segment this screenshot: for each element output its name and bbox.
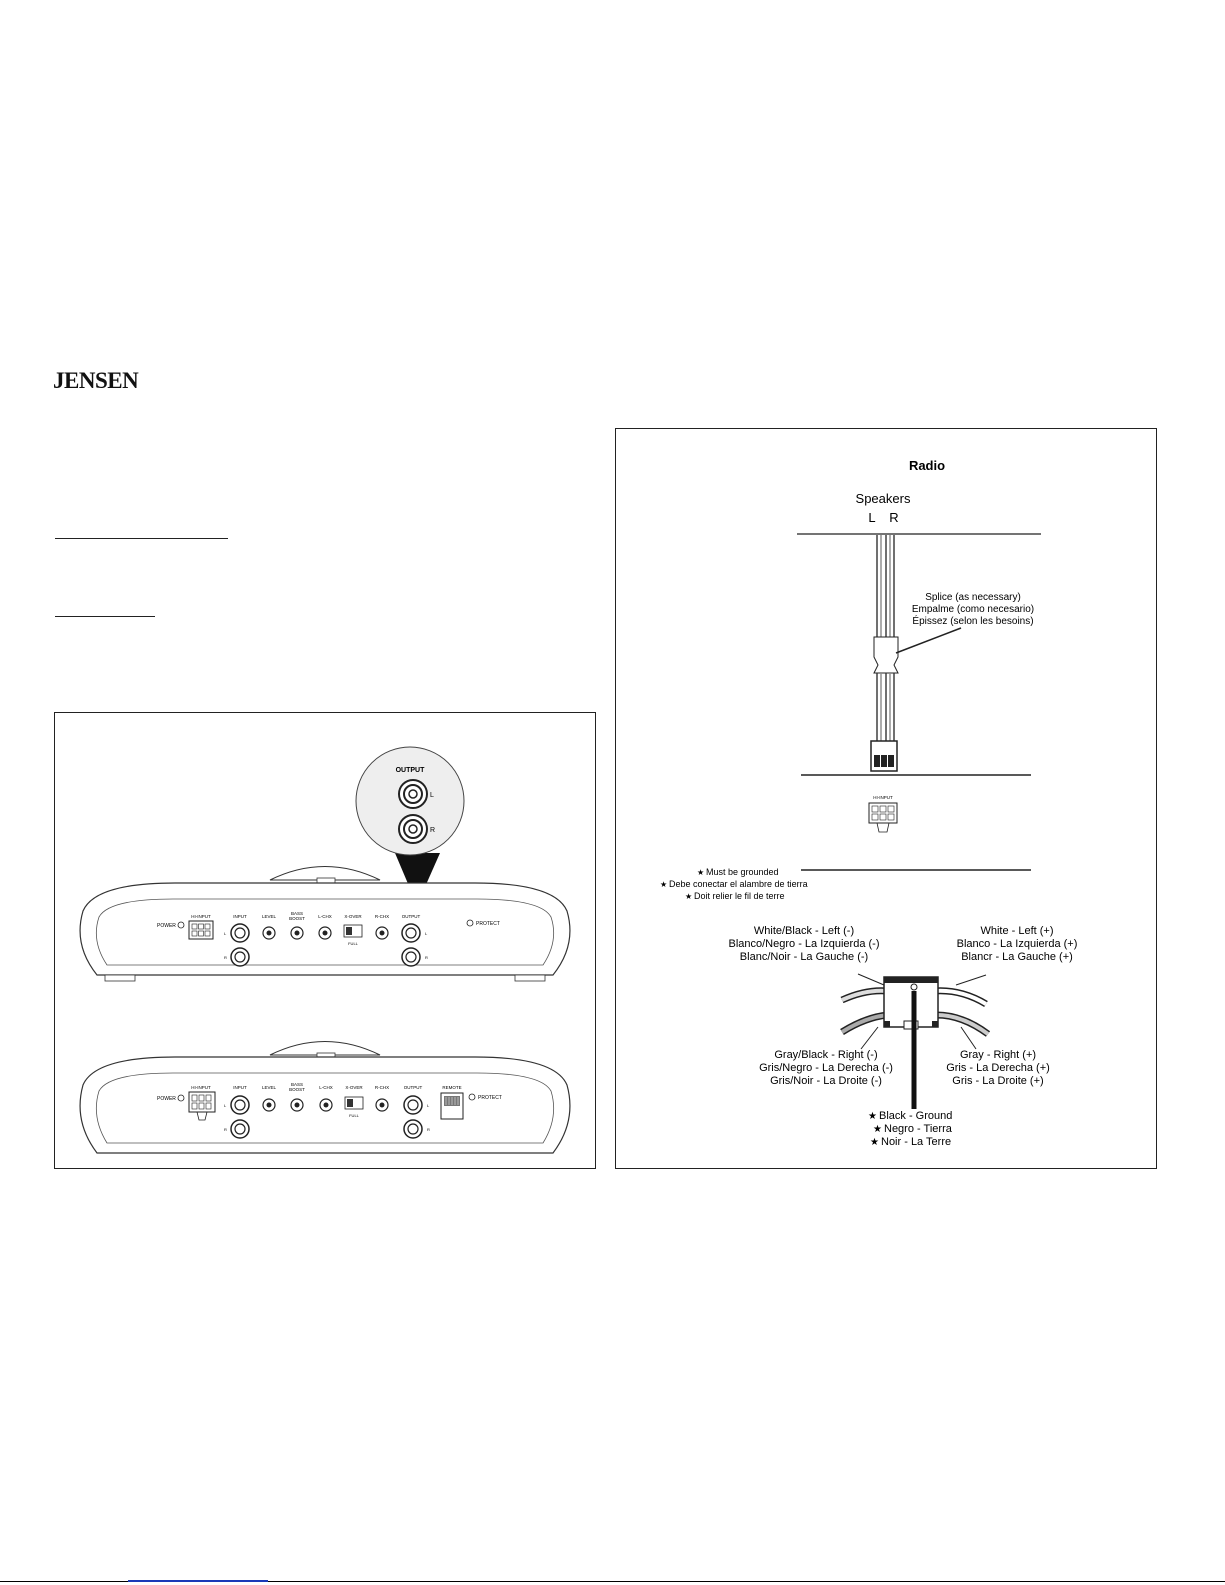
splice-pointer bbox=[896, 628, 961, 653]
amp2-rchx-label: R-CHX bbox=[374, 1085, 390, 1090]
amp1-xover-label: X-OVER bbox=[344, 914, 362, 919]
amp2-power-label: POWER bbox=[157, 1096, 176, 1102]
zoom-r-label: R bbox=[430, 827, 436, 834]
amp2-boost-label: BOOST bbox=[289, 1087, 305, 1092]
black-star-3: ★ bbox=[870, 1137, 879, 1148]
amp2-input-l: L bbox=[224, 1103, 227, 1108]
amp2-xover-switch bbox=[345, 1097, 363, 1109]
white-fr: Blancr - La Gauche (+) bbox=[961, 951, 1073, 963]
black-en: Black - Ground bbox=[879, 1110, 953, 1122]
amp1-xover-switch bbox=[344, 925, 362, 937]
wiring-diagram-panel bbox=[615, 428, 1157, 1169]
white-black-pointer bbox=[858, 974, 884, 985]
splice-label-fr: Épissez (selon les besoins) bbox=[912, 616, 1034, 627]
amplifier-1 bbox=[80, 867, 570, 982]
amp1-input-label: INPUT bbox=[233, 914, 247, 919]
grounded-star-3: ★ bbox=[685, 892, 693, 901]
amp1-output-jack-r bbox=[402, 948, 420, 966]
amp2-level-label: LEVEL bbox=[261, 1085, 277, 1090]
white-black-en: White/Black - Left (-) bbox=[753, 925, 855, 937]
amp1-hi-input-label: HI-INPUT bbox=[191, 914, 211, 919]
jensen-logo: JENSEN bbox=[53, 368, 139, 393]
amp1-full-label: FULL bbox=[348, 941, 358, 946]
gray-es: Gris - La Derecha (+) bbox=[946, 1062, 1050, 1074]
amp2-bass-label: BASS bbox=[290, 1082, 304, 1087]
zoom-output-label: OUTPUT bbox=[395, 767, 425, 774]
amp1-rchx-label: R-CHX bbox=[374, 914, 390, 919]
speaker-r-label: R bbox=[889, 510, 899, 525]
amp2-lchx-label: L-CHX bbox=[319, 1085, 333, 1090]
amp2-input-jack-r bbox=[231, 1120, 249, 1138]
gray-pointer bbox=[961, 1027, 976, 1049]
splice-label-es: Empalme (como necesario) bbox=[911, 604, 1035, 615]
amp2-input-r: R bbox=[224, 1127, 227, 1132]
amp2-remote-label: REMOTE bbox=[442, 1085, 462, 1090]
amp1-output-l: L bbox=[425, 931, 428, 936]
amp2-output-jack-r bbox=[404, 1120, 422, 1138]
hi-input-plug bbox=[871, 741, 897, 771]
amp2-output-l: L bbox=[427, 1103, 430, 1108]
amp1-input-jack-r bbox=[231, 948, 249, 966]
gray-black-fr: Gris/Noir - La Droite (-) bbox=[770, 1075, 882, 1087]
amp2-input-label: INPUT bbox=[233, 1085, 247, 1090]
amp1-power-label: POWER bbox=[157, 923, 176, 929]
amp2-hi-input-label: HI-INPUT bbox=[191, 1085, 211, 1090]
section-rule-1 bbox=[55, 538, 228, 539]
amp1-input-jack-l bbox=[231, 924, 249, 942]
white-black-fr: Blanc/Noir - La Gauche (-) bbox=[739, 951, 869, 963]
amp2-output-jack-l bbox=[404, 1096, 422, 1114]
zoom-jack-r bbox=[399, 815, 427, 843]
grounded-star-2: ★ bbox=[660, 880, 668, 889]
amp2-protect-label: PROTECT bbox=[478, 1095, 502, 1101]
section-rule-2 bbox=[55, 616, 155, 617]
gray-fr: Gris - La Droite (+) bbox=[952, 1075, 1044, 1087]
output-zoom-callout bbox=[356, 747, 464, 905]
grounded-note-en: Must be grounded bbox=[706, 867, 779, 877]
amp1-level-label: LEVEL bbox=[261, 914, 277, 919]
grounded-star-1: ★ bbox=[697, 868, 705, 877]
amp2-xover-label: X-OVER bbox=[345, 1085, 363, 1090]
speaker-wire-bundle bbox=[874, 535, 898, 749]
harness-connector-closeup bbox=[842, 977, 988, 1109]
white-pointer bbox=[956, 975, 986, 985]
radio-title: Radio bbox=[908, 458, 946, 473]
amplifier-2 bbox=[80, 1042, 570, 1154]
wiring-hi-input-label: HI-INPUT bbox=[873, 795, 893, 800]
amplifier-diagram-panel bbox=[54, 712, 596, 1169]
white-black-es: Blanco/Negro - La Izquierda (-) bbox=[728, 938, 880, 950]
black-star-1: ★ bbox=[868, 1111, 877, 1122]
amp1-bass-label: BASS bbox=[290, 911, 304, 916]
amp1-input-l: L bbox=[224, 931, 227, 936]
gray-black-pointer bbox=[861, 1027, 878, 1049]
wiring-diagram bbox=[616, 429, 1156, 1168]
grounded-note-fr: Doit relier le fil de terre bbox=[694, 891, 785, 901]
amp1-input-r: R bbox=[224, 955, 227, 960]
amp1-lchx-label: L-CHX bbox=[318, 914, 332, 919]
amp1-output-jack-l bbox=[402, 924, 420, 942]
amp1-hi-input-connector bbox=[189, 921, 213, 939]
speaker-l-label: L bbox=[868, 510, 876, 525]
gray-en: Gray - Right (+) bbox=[959, 1049, 1037, 1061]
black-fr: Noir - La Terre bbox=[881, 1136, 952, 1148]
amp1-protect-label: PROTECT bbox=[476, 921, 500, 927]
footer-link-underline[interactable] bbox=[128, 1580, 268, 1582]
black-star-2: ★ bbox=[873, 1124, 882, 1135]
speakers-label: Speakers bbox=[855, 491, 911, 506]
hi-input-socket bbox=[869, 803, 897, 832]
amp1-boost-label: BOOST bbox=[289, 916, 305, 921]
amp2-output-label: OUTPUT bbox=[403, 1085, 423, 1090]
white-en: White - Left (+) bbox=[980, 925, 1054, 937]
amplifier-diagram bbox=[55, 713, 595, 1168]
zoom-jack-l bbox=[399, 780, 427, 808]
gray-black-es: Gris/Negro - La Derecha (-) bbox=[759, 1062, 893, 1074]
amp2-output-r: R bbox=[427, 1127, 430, 1132]
black-es: Negro - Tierra bbox=[884, 1123, 952, 1135]
amp2-remote-jack bbox=[441, 1093, 463, 1119]
grounded-note-es: Debe conectar el alambre de tierra bbox=[669, 879, 808, 889]
gray-black-en: Gray/Black - Right (-) bbox=[774, 1049, 878, 1061]
zoom-l-label: L bbox=[430, 792, 434, 799]
amp1-output-label: OUTPUT bbox=[401, 914, 421, 919]
amp2-input-jack-l bbox=[231, 1096, 249, 1114]
white-es: Blanco - La Izquierda (+) bbox=[956, 938, 1078, 950]
splice-label-en: Splice (as necessary) bbox=[925, 592, 1021, 603]
amp2-full-label: FULL bbox=[349, 1113, 359, 1118]
amp1-output-r: R bbox=[425, 955, 428, 960]
